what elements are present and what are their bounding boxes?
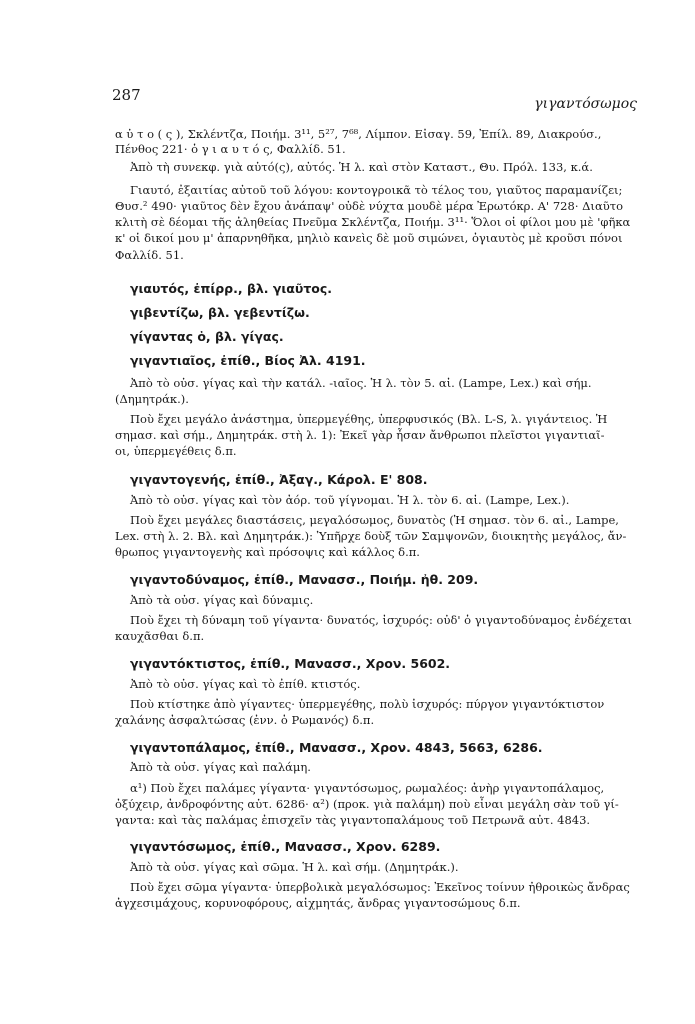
- text-line: ἀγχεσιμάχους, κορυνοφόρους, αἰχμητάς, ἄνδρας γιγαντοσώμους δ.π.: [115, 896, 521, 910]
- text-line: θρωπος γιγαντογενὴς καὶ πρόσοψις καὶ κάλλος δ.π.: [115, 545, 420, 559]
- entry-headword: γιγαντοπάλαμος, ἐπίθ., Μανασσ., Χρον. 4843, 5663, 6286.: [130, 740, 543, 755]
- text-line: κ' οἱ δικοί μου μ' ἀπαρνηθῆκα, μηλιὸ κανεὶς δὲ μοῦ σιμώνει, ὀγιαυτὸς μὲ κροῦσι πόνοι: [115, 231, 623, 245]
- text-line: Ἀπὸ τὰ οὐσ. γίγας καὶ σῶμα. Ἡ λ. καὶ σήμ. (Δημητράκ.).: [130, 860, 459, 874]
- text-line: Ποὺ ἔχει σῶμα γίγαντα· ὑπερβολικὰ μεγαλόσωμος: Ἐκεῖνος τοίνυν ἠθροικὼς ἄνδρας: [130, 880, 630, 894]
- text-line: Γιαυτό, ἐξαιτίας αὐτοῦ τοῦ λόγου: κοντογροικᾶ τὸ τέλος του, γιαῦτος παραμανίζει;: [130, 183, 623, 197]
- text-line: α ὐ τ ο ( ς ), Σκλέντζα, Ποιήμ. 3¹¹, 5²⁷, 7⁶⁸, Λίμπον. Εἰσαγ. 59, Ἐπίλ. 89, Διακρούσ.,: [115, 127, 602, 141]
- text-line: οι, ὑπερμεγέθεις δ.π.: [115, 444, 237, 458]
- text-line: (Δημητράκ.).: [115, 392, 189, 406]
- text-line: καυχᾶσθαι δ.π.: [115, 629, 205, 643]
- text-line: Ποὺ ἔχει μεγάλες διαστάσεις, μεγαλόσωμος, δυνατὸς (Ἡ σημασ. τὸν 6. αἰ., Lampe,: [130, 513, 619, 527]
- text-line: κλιτὴ σὲ δέομαι τῆς ἀληθείας Πνεῦμα Σκλέντζα, Ποιήμ. 3¹¹· Ὅλοι οἱ φίλοι μου μὲ 'φῆκα: [115, 215, 631, 229]
- text-line: Θυσ.² 490· γιαῦτος δὲν ἔχου ἀνάπαψ' οὐδὲ νύχτα μουδὲ μέρα Ἐρωτόκρ. Α' 728· Διαῦτο: [115, 199, 623, 213]
- text-line: Ποὺ ἔχει τὴ δύναμη τοῦ γίγαντα· δυνατός, ἰσχυρός: οὐδ' ὁ γιγαντοδύναμος ἐνδέχεται: [130, 613, 632, 627]
- entry-headword: γιγαντόσωμος, ἐπίθ., Μανασσ., Χρον. 6289.: [130, 839, 441, 854]
- text-line: Φαλλίδ. 51.: [115, 248, 184, 262]
- entry-headword: γιαυτός, ἐπίρρ., βλ. γιαῦτος.: [130, 281, 333, 296]
- text-line: Ἀπὸ τὸ οὐσ. γίγας καὶ τὸν ἀόρ. τοῦ γίγνομαι. Ἡ λ. τὸν 6. αἰ. (Lampe, Lex.).: [130, 493, 570, 507]
- text-line: Ἀπὸ τὸ οὐσ. γίγας καὶ τὸ ἐπίθ. κτιστός.: [130, 677, 361, 691]
- text-line: Ποὺ κτίστηκε ἀπὸ γίγαντες· ὑπερμεγέθης, πολὺ ἰσχυρός: πύργον γιγαντόκτιστον: [130, 697, 605, 711]
- entry-headword: γιγαντογενής, ἐπίθ., Ἀξαγ., Κάρολ. Ε' 808.: [130, 472, 428, 487]
- entry-headword: γιγαντόκτιστος, ἐπίθ., Μανασσ., Χρον. 5602.: [130, 656, 451, 671]
- text-line: α¹) Ποὺ ἔχει παλάμες γίγαντα· γιγαντόσωμος, ρωμαλέος: ἀνὴρ γιγαντοπάλαμος,: [130, 781, 605, 795]
- text-line: Ποὺ ἔχει μεγάλο ἀνάστημα, ὑπερμεγέθης, ὑπερφυσικός (Βλ. L-S, λ. γιγάντειος. Ἡ: [130, 412, 608, 426]
- text-line: Lex. στὴ λ. 2. Βλ. καὶ Δημητράκ.): Ὑπῆρχε δοὺξ τῶν Σαμψονῶν, διοικητὴς μεγάλος, ἄν-: [115, 529, 627, 543]
- entry-headword: γιβεντίζω, βλ. γεβεντίζω.: [130, 305, 310, 320]
- text-line: Ἀπὸ τὰ οὐσ. γίγας καὶ παλάμη.: [130, 760, 311, 774]
- running-head: γιγαντόσωμος: [534, 96, 637, 112]
- text-line: ὀξύχειρ, ἀνδροφόντης αὐτ. 6286· α²) (προκ. γιὰ παλάμη) ποὺ εἶναι μεγάλη σὰν τοῦ γί-: [115, 797, 619, 811]
- text-line: σημασ. καὶ σήμ., Δημητράκ. στὴ λ. 1): Ἐκεῖ γὰρ ἦσαν ἄνθρωποι πλεῖστοι γιγαντιαῖ-: [115, 428, 605, 442]
- text-line: Πένθος 221· ὁ γ ι α υ τ ό ς, Φαλλίδ. 51.: [115, 142, 346, 156]
- text-line: γαντα: καὶ τὰς παλάμας ἐπισχεῖν τὰς γιγαντοπαλάμους τοῦ Πετρωνᾶ αὐτ. 4843.: [115, 813, 591, 827]
- text-line: Ἀπὸ τὴ συνεκφ. γιὰ αὐτό(ς), αὐτός. Ἡ λ. καὶ στὸν Καταστ., Θυ. Πρόλ. 133, κ.ά.: [130, 160, 593, 174]
- text-line: Ἀπὸ τὰ οὐσ. γίγας καὶ δύναμις.: [130, 593, 314, 607]
- text-line: χαλάνης ἀσφαλτώσας (ἐνν. ὁ Ρωμανός) δ.π.: [115, 713, 375, 727]
- page-number: 287: [112, 86, 141, 104]
- text-line: Ἀπὸ τὸ οὐσ. γίγας καὶ τὴν κατάλ. -ιαῖος. Ἡ λ. τὸν 5. αἰ. (Lampe, Lex.) καὶ σήμ.: [130, 376, 592, 390]
- entry-headword: γιγαντιαῖος, ἐπίθ., Βίος Ἀλ. 4191.: [130, 353, 366, 368]
- entry-headword: γίγαντας ὁ, βλ. γίγας.: [130, 329, 284, 344]
- entry-headword: γιγαντοδύναμος, ἐπίθ., Μανασσ., Ποιήμ. ἠθ. 209.: [130, 572, 479, 587]
